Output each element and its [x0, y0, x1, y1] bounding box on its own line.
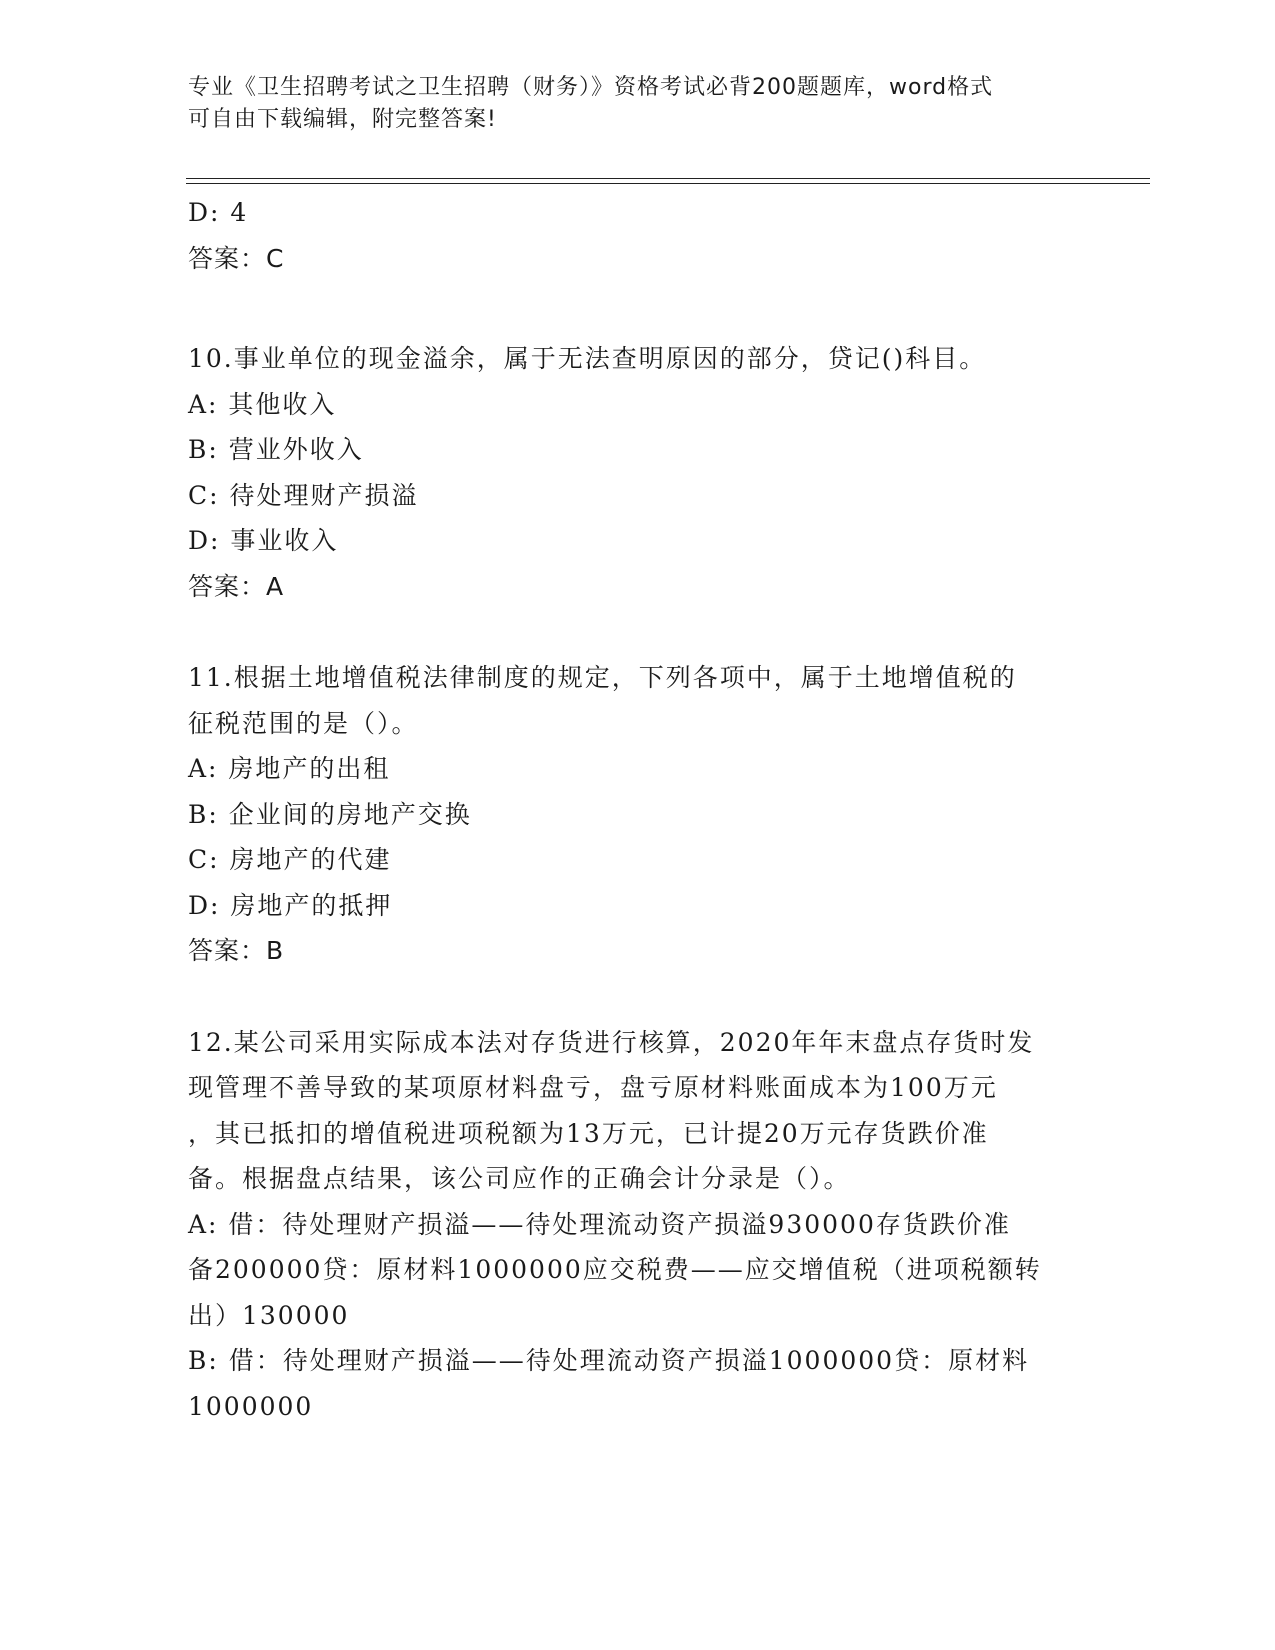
option-b: B: 企业间的房地产交换: [188, 799, 472, 829]
option-a: [188, 1202, 1088, 1339]
document-body: [188, 190, 1088, 1429]
option-d: D: 4: [188, 198, 249, 227]
option-a: A: 其他收入: [188, 389, 337, 419]
option-a-line-1: A: 借：待处理财产损溢——待处理流动资产损溢930000存货跌价准: [188, 1209, 1011, 1239]
answer: 答案：A: [188, 571, 285, 601]
option-a-line-2: 备200000贷：原材料1000000应交税费——应交增值税（进项税额转: [188, 1255, 1042, 1284]
option-c: C: 房地产的代建: [188, 845, 392, 874]
question-stem-line-1: 12.某公司采用实际成本法对存货进行核算，2020年年末盘点存货时发: [188, 1027, 1035, 1057]
question-11: [188, 655, 1088, 974]
header-rule-top: [186, 178, 1150, 179]
question-stem-line-1: 11.根据土地增值税法律制度的规定，下列各项中，属于土地增值税的: [188, 663, 1017, 692]
question-stem-line-2: 征税范围的是（）。: [188, 708, 419, 738]
header-rule-bottom: [186, 183, 1150, 184]
option-b-line-1: B: 借：待处理财产损溢——待处理流动资产损溢1000000贷：原材料: [188, 1346, 1030, 1375]
answer: 答案：C: [188, 243, 285, 273]
option-c: C: 待处理财产损溢: [188, 480, 419, 510]
question-stem-line-4: 备。根据盘点结果，该公司应作的正确会计分录是（）。: [188, 1164, 851, 1193]
option-a: A: 房地产的出租: [188, 754, 391, 783]
question-stem-line-3: ，其已抵扣的增值税进项税额为13万元，已计提20万元存货跌价准: [188, 1118, 989, 1148]
header-line-1: 专业《卫生招聘考试之卫生招聘（财务）》资格考试必背200题题库，word格式: [188, 75, 994, 100]
question-stem: 10.事业单位的现金溢余，属于无法查明原因的部分，贷记()科目。: [188, 344, 987, 373]
question-12: [188, 1020, 1088, 1430]
option-d: D: 房地产的抵押: [188, 890, 393, 920]
question-10: [188, 336, 1088, 609]
document-header: [188, 72, 1068, 136]
option-b: [188, 1338, 1088, 1429]
option-d: D: 事业收入: [188, 526, 339, 555]
option-a-line-3: 出）130000: [188, 1300, 350, 1330]
header-line-2: 可自由下载编辑，附完整答案!: [188, 107, 497, 132]
previous-question-tail: [188, 190, 1088, 281]
question-stem-line-2: 现管理不善导致的某项原材料盘亏，盘亏原材料账面成本为100万元: [188, 1073, 998, 1102]
option-b-line-2: 1000000: [188, 1391, 314, 1421]
option-b: B: 营业外收入: [188, 435, 364, 464]
answer: 答案：B: [188, 936, 285, 965]
